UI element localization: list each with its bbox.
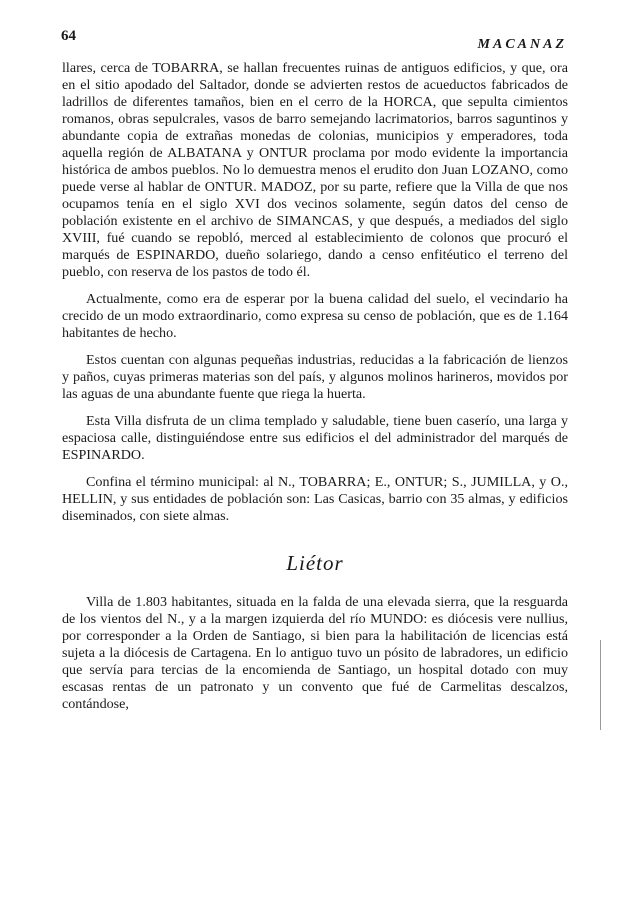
paragraph: llares, cerca de TOBARRA, se hallan frecuentes ruinas de antiguos edificios, y que, ora en el sitio apodado del Saltador, donde se advierten restos de acueductos fabricados de ladrillos de diferentes tamaños, bien en el cerro de la HORCA, que sepulta cimientos romanos, obras sepulcrales, vasos de barro semejando lacrimatorios, barros saguntinos y abundante copia de extrañas monedas de colonias, municipios y emperadores, toda aquella región de ALBATANA y ONTUR proclama por modo evidente la importancia histórica de ambos pueblos. No lo demuestra menos el erudito don Juan LOZANO, como puede verse al hablar de ONTUR. MADOZ, por su parte, refiere que la Villa de que nos ocupamos tenía en el siglo XVI dos vecinos solamente, según datos del censo de población existente en el archivo de SIMANCAS, y que después, a mediados del siglo XVIII, fué cuando se repobló, merced al establecimiento de colonos que procuró el marqués de ESPINARDO, dueño solariego, dando a censo enfitéutico el terreno del pueblo, con reserva de los pastos de todo él. [62, 60, 568, 280]
page-number: 64 [61, 28, 76, 44]
paragraph: Estos cuentan con algunas pequeñas industrias, reducidas a la fabricación de lienzos y paños, cuyas primeras materias son del país, y algunos molinos harineros, movidos por las aguas de una abundante fuente que riega la huerta. [62, 352, 568, 402]
margin-rule [600, 640, 601, 730]
body-text [62, 60, 568, 723]
paragraph: Actualmente, como era de esperar por la buena calidad del suelo, el vecindario ha crecido de un modo extraordinario, como expresa su censo de población, que es de 1.164 habitantes de hecho. [62, 291, 568, 341]
paragraph: Esta Villa disfruta de un clima templado y saludable, tiene buen caserío, una larga y espaciosa calle, distinguiéndose entre sus edificios el del administrador del marqués de ESPINARDO. [62, 413, 568, 463]
running-head: MACANAZ [477, 37, 567, 52]
section-title: Liétor [286, 551, 344, 575]
paragraph: Confina el término municipal: al N., TOBARRA; E., ONTUR; S., JUMILLA, y O., HELLIN, y sus entidades de población son: Las Casicas, barrio con 35 almas, y edificios diseminados, con siete almas. [62, 474, 568, 524]
paragraph: Villa de 1.803 habitantes, situada en la falda de una elevada sierra, que la resguarda de los vientos del N., y a la margen izquierda del río MUNDO: es diócesis vere nullius, por corresponder a la Orden de Santiago, si bien para la habilitación de licencias está sujeta a la diócesis de Cartagena. En lo antiguo tuvo un pósito de labradores, un edificio que servía para tercias de la encomienda de Santiago, un hospital dotado con muy escasas rentas de un patronato y un convento que fué de Carmelitas descalzos, contándose, [62, 594, 568, 712]
